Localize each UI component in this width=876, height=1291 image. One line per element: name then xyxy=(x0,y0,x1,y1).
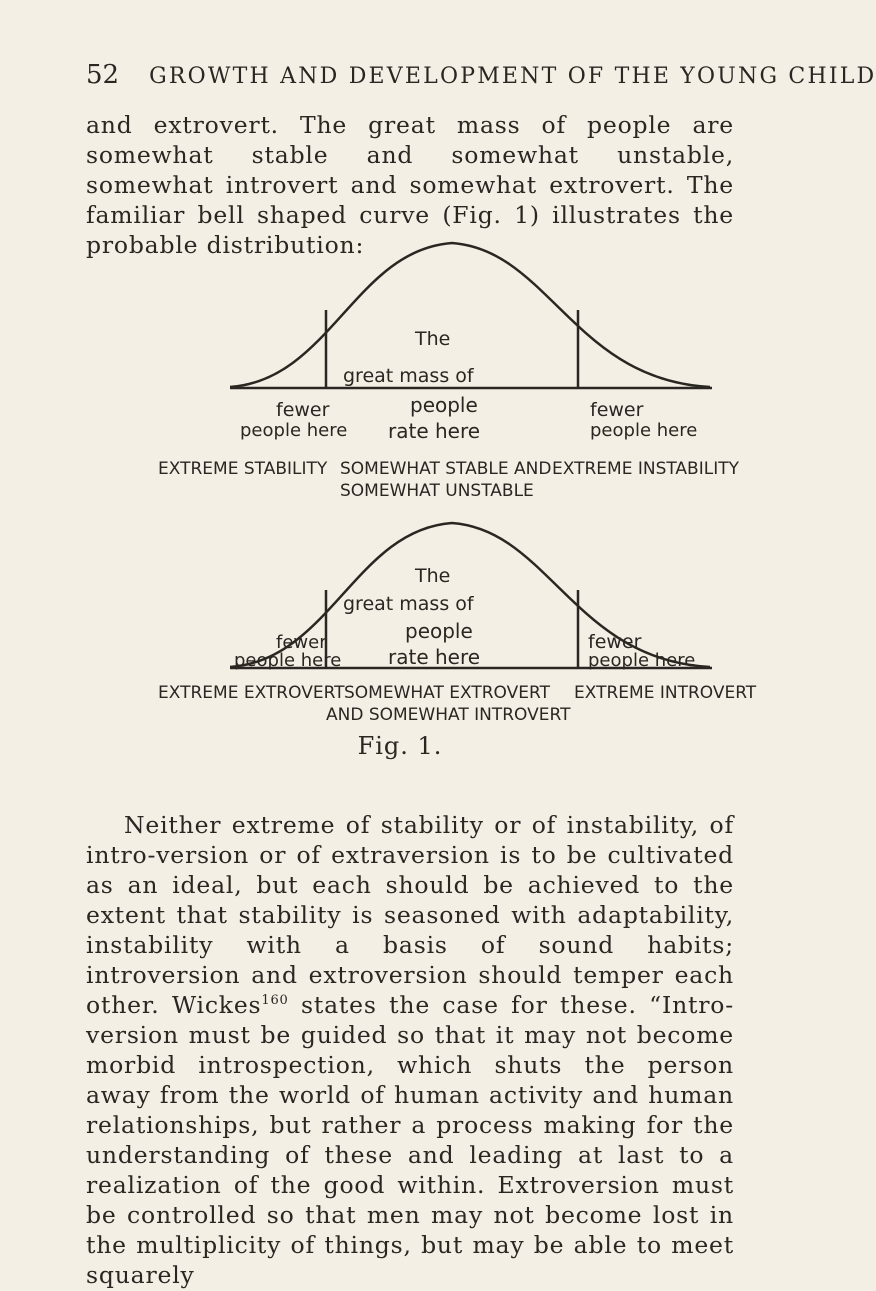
page-number: 52 xyxy=(86,60,120,90)
footnote-reference[interactable]: 160 xyxy=(261,993,289,1009)
running-title: GROWTH AND DEVELOPMENT OF THE YOUNG CHILD xyxy=(149,64,876,89)
figure-caption: Fig. 1. xyxy=(357,732,443,760)
center-text-4: rate here xyxy=(388,645,481,669)
center-text-2: great mass of xyxy=(343,593,474,615)
center-text-3: people xyxy=(405,619,473,643)
axis-label-center-1: SOMEWHAT EXTROVERT xyxy=(344,683,550,703)
right-text-1: fewer xyxy=(588,631,642,653)
axis-label-left: EXTREME STABILITY xyxy=(158,459,328,479)
axis-label-left: EXTREME EXTROVERT xyxy=(158,683,345,703)
axis-label-center-2: AND SOMEWHAT INTROVERT xyxy=(326,705,571,725)
right-text-2: people here xyxy=(588,650,696,671)
right-text-2: people here xyxy=(590,420,698,441)
left-text-1: fewer xyxy=(276,632,327,653)
left-text-2: people here xyxy=(234,650,342,671)
axis-label-right: EXTREME INTROVERT xyxy=(574,683,757,703)
left-text-2: people here xyxy=(240,420,348,441)
axis-label-center-1: SOMEWHAT STABLE AND xyxy=(340,459,552,479)
paragraph-2 xyxy=(86,810,734,1290)
right-text-1: fewer xyxy=(590,399,644,421)
center-text-4: rate here xyxy=(388,419,481,443)
paragraph-1: and extrovert. The great mass of people are somewhat stable and somewhat unstable, somewhat introvert and somewhat extrovert. The familiar bell shaped curve (Fig. 1) illustrates the probable distribution: xyxy=(86,111,734,259)
paragraph-2-text-a: Neither extreme of stability or of instability, of intro-version or of extraversion is to be cultivated as an ideal, but each should be achieved to the extent that stability is seasoned with adaptability, instability with a basis of sound habits; introversion and extroversion should temper each other. Wickes xyxy=(86,811,734,1019)
axis-label-center-2: SOMEWHAT UNSTABLE xyxy=(340,481,534,501)
center-text-2: great mass of xyxy=(343,365,474,387)
center-text-3: people xyxy=(410,393,478,417)
center-text-1: The xyxy=(415,565,451,587)
axis-label-right: EXTREME INSTABILITY xyxy=(552,459,739,479)
center-text-1: The xyxy=(415,328,451,350)
left-text-1: fewer xyxy=(276,399,330,421)
paragraph-2-text-b: states the case for these. “Intro-version must be guided so that it may not become morbid introspection, which shuts the person away from the world of human activity and human relationships, but rather a process making for the understanding of these and leading at last to a realization of the good within. Extroversion must be controlled so that men may not become lost in the multiplicity of things, but may be able to meet squarely xyxy=(86,991,734,1289)
